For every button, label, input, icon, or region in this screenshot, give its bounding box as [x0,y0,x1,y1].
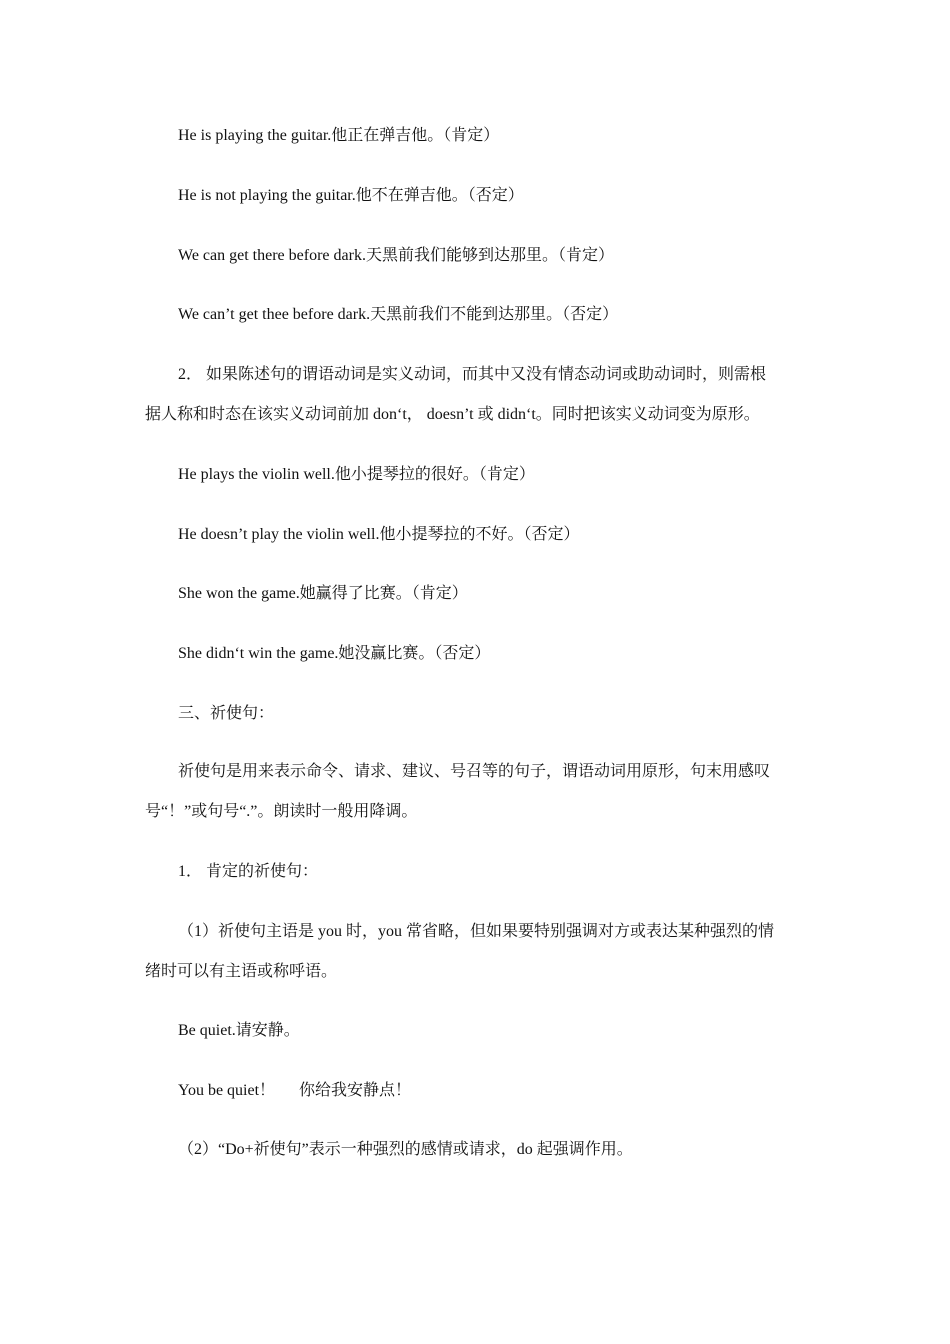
definition-paragraph-line: 号“！”或句号“.”。朗读时一般用降调。 [145,803,418,820]
rule-paragraph-line: 绪时可以有主语或称呼语。 [145,963,338,980]
example-sentence: We can’t get thee before dark.天黑前我们不能到达那里。（否定） [178,306,619,323]
rule-paragraph-line: （2）“Do+祈使句”表示一种强烈的感情或请求，do 起强调作用。 [178,1141,633,1158]
rule-paragraph-line: （1）祈使句主语是 you 时，you 常省略，但如果要特别强调对方或表达某种强烈的情 [178,923,775,940]
definition-paragraph-line: 祈使句是用来表示命令、请求、建议、号召等的句子，谓语动词用原形，句末用感叹 [178,763,771,780]
section-heading: 三、祈使句： [178,705,275,722]
rule-paragraph-line: 据人称和时态在该实义动词前加 don‘t， doesn’t 或 didn‘t。同时把该实义动词变为原形。 [145,406,760,423]
example-sentence: We can get there before dark.天黑前我们能够到达那里。（肯定） [178,247,614,264]
example-sentence: He is not playing the guitar.他不在弹吉他。（否定） [178,187,524,204]
rule-paragraph-line: 2． 如果陈述句的谓语动词是实义动词，而其中又没有情态动词或助动词时，则需根 [178,366,767,383]
example-sentence: She didn‘t win the game.她没赢比赛。（否定） [178,645,491,662]
example-sentence: He is playing the guitar.他正在弹吉他。（肯定） [178,127,500,144]
example-sentence: You be quiet！ 你给我安静点！ [178,1082,412,1099]
example-sentence: He doesn’t play the violin well.他小提琴拉的不好。（否定） [178,526,580,543]
example-sentence: She won the game.她赢得了比赛。（肯定） [178,585,468,602]
subsection-heading: 1． 肯定的祈使句： [178,863,319,880]
example-sentence: He plays the violin well.他小提琴拉的很好。（肯定） [178,466,535,483]
example-sentence: Be quiet.请安静。 [178,1022,300,1039]
